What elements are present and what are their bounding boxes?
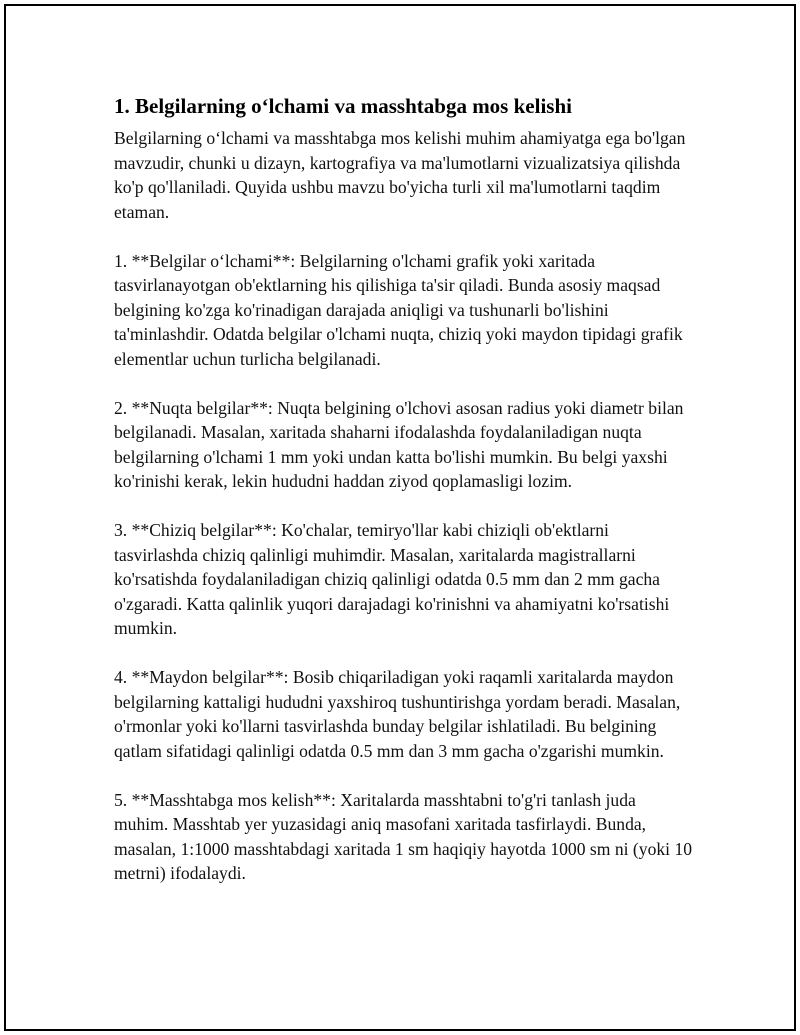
section-heading: 1. Belgilarning o‘lchami va masshtabga mos kelishi: [114, 94, 572, 118]
intro-paragraph: Belgilarning o‘lchami va masshtabga mos kelishi muhim ahamiyatga ega bo'lgan mavzudir, chunki u dizayn, kartografiya va ma'lumotlarni vizualizatsiya qilishda ko'p qo'llaniladi. Quyida ushbu mavzu bo'yicha turli xil ma'lumotlarni taqdim etaman.: [114, 128, 686, 222]
paragraph-point-symbols: 2. **Nuqta belgilar**: Nuqta belgining o'lchovi asosan radius yoki diametr bilan belgilanadi. Masalan, xaritada shaharni ifodalashda foydalaniladigan nuqta belgilarning o'lchami 1 mm yoki undan katta bo'lishi mumkin. Bu belgi yaxshi ko'rinishi kerak, lekin hududni haddan ziyod qoplamasligi lozim.: [114, 397, 684, 491]
paragraph-line-symbols: 3. **Chiziq belgilar**: Ko'chalar, temiryo'llar kabi chiziqli ob'ektlarni tasvirlashda chiziq qalinligi muhimdir. Masalan, xaritalarda magistrallarni ko'rsatishda foydalaniladigan chiziq qalinligi odatda 0.5 mm dan 2 mm gacha o'zgaradi. Katta qalinlik yuqori darajadagi ko'rinishni va ahamiyatni ko'rsatishi mumkin.: [114, 520, 670, 638]
paragraph-area-symbols: 4. **Maydon belgilar**: Bosib chiqariladigan yoki raqamli xaritalarda maydon belgilarning kattaligi hududni yaxshiroq tushuntirishga yordam beradi. Masalan, o'rmonlar yoki ko'llarni tasvirlashda bunday belgilar ishlatiladi. Bu belgining qatlam sifatidagi qalinligi odatda 0.5 mm dan 3 mm gacha o'zgarishi mumkin.: [114, 667, 681, 761]
paragraph-scale-fit: 5. **Masshtabga mos kelish**: Xaritalarda masshtabni to'g'ri tanlash juda muhim. Masshtab yer yuzasidagi aniq masofani xaritada tasfirlaydi. Bunda, masalan, 1:1000 masshtabdagi xaritada 1 sm haqiqiy hayotda 1000 sm ni (yoki 10 metrni) ifodalaydi.: [114, 789, 693, 883]
paragraph-symbol-size: 1. **Belgilar o‘lchami**: Belgilarning o'lchami grafik yoki xaritada tasvirlanayotgan ob'ektlarning his qilishiga ta'sir qiladi. Bunda asosiy maqsad belgining ko'zga ko'rinadigan darajada aniqligi va tushunarli bo'lishini ta'minlashdir. Odatda belgilar o'lchami nuqta, chiziq yoki maydon tipidagi grafik elementlar uchun turlicha belgilanadi.: [114, 250, 683, 369]
document-body: [114, 92, 694, 910]
